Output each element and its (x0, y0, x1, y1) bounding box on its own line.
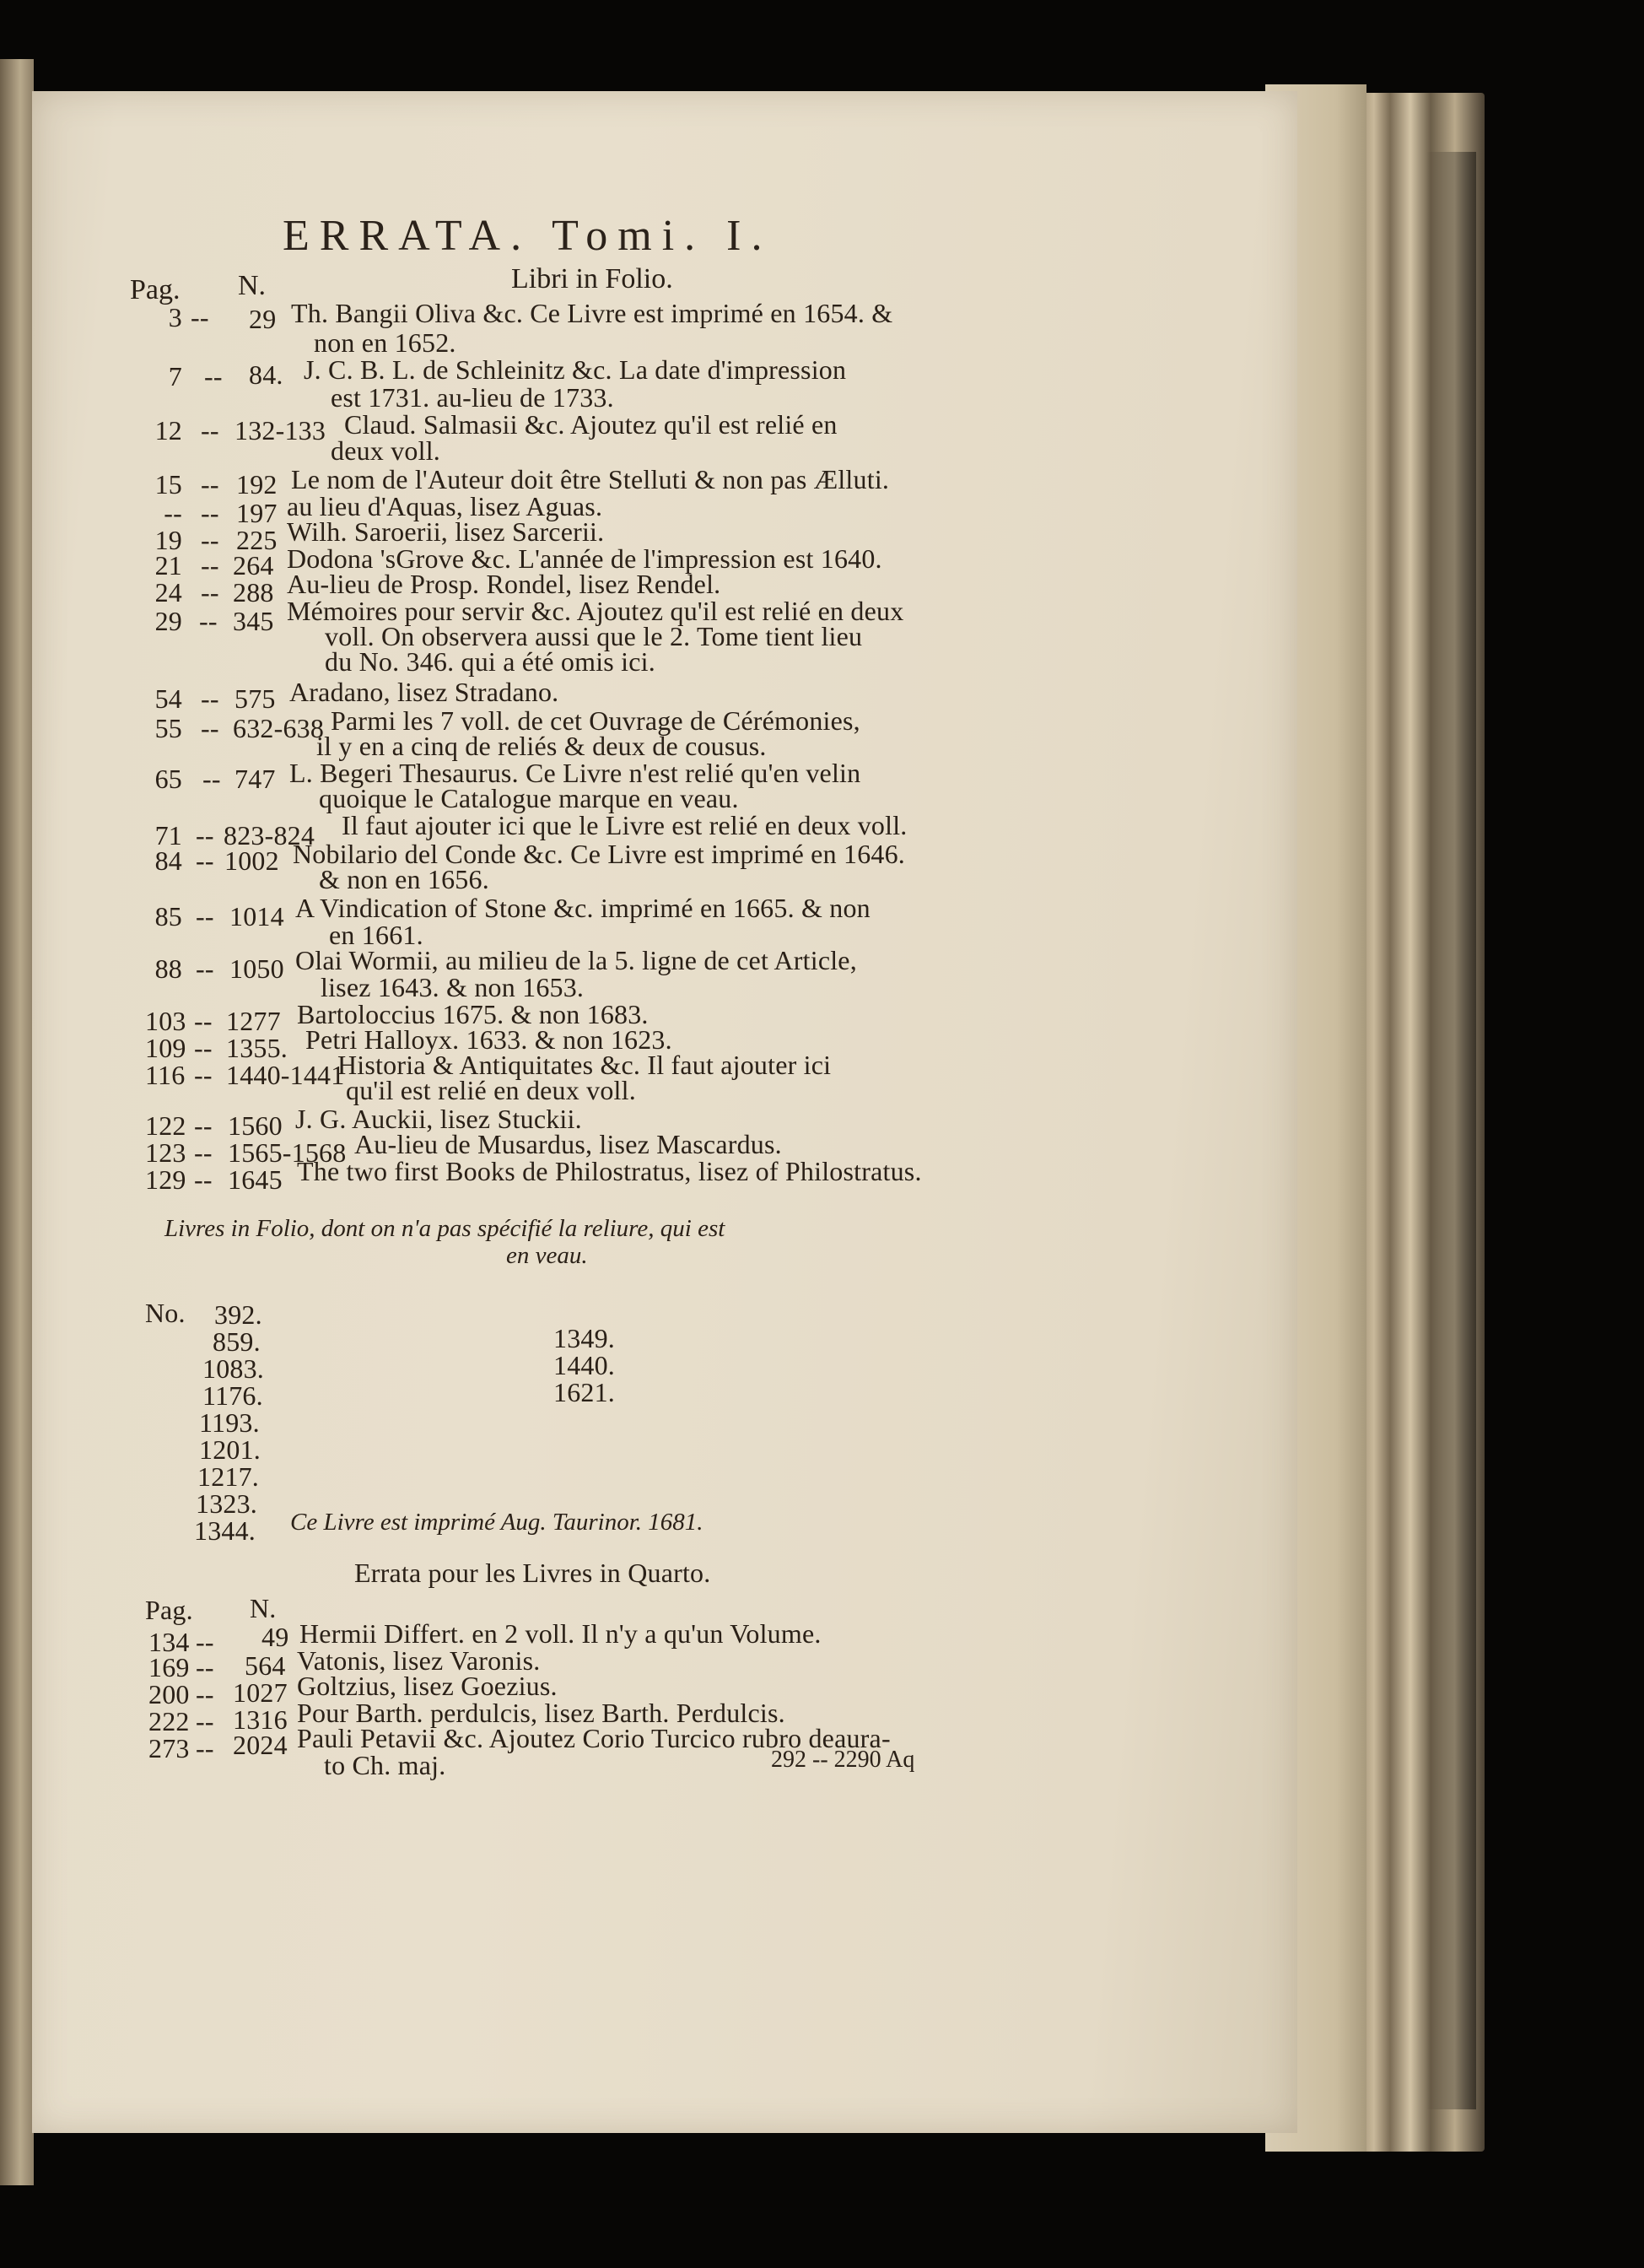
entry-num: 345 (233, 606, 274, 636)
entry-sep: -- (201, 525, 219, 555)
entry-text: du No. 346. qui a été omis ici. (325, 646, 655, 677)
entry-text: Pour Barth. perdulcis, lisez Barth. Perdulcis. (297, 1698, 785, 1728)
entry-text: A Vindication of Stone &c. imprimé en 1665. & non (295, 893, 871, 923)
entry-pag: 169 (148, 1652, 190, 1682)
calf-number: 1193. (199, 1407, 260, 1438)
entry-pag: 12 (154, 415, 182, 446)
entry-num: 1014 (229, 901, 284, 932)
entry-sep: -- (196, 1627, 214, 1657)
entry-num: 1002 (224, 845, 279, 876)
entry-pag: 122 (145, 1110, 186, 1141)
calf-number: 1083. (202, 1353, 264, 1384)
entry-pag: 88 (154, 953, 182, 984)
entry-num: 29 (249, 304, 277, 334)
entry-sep: -- (201, 550, 219, 580)
entry-text: Vatonis, lisez Varonis. (297, 1645, 541, 1676)
calf-heading-cont: en veau. (506, 1242, 588, 1269)
entry-pag: 54 (154, 683, 182, 714)
entry-pag: 55 (154, 713, 182, 743)
entry-text: Il faut ajouter ici que le Livre est relié en deux voll. (342, 810, 908, 840)
entry-num: 49 (261, 1622, 289, 1652)
entry-sep: -- (201, 577, 219, 608)
entry-sep: -- (199, 606, 218, 636)
entry-sep: -- (191, 302, 209, 332)
section-heading-quarto: Errata pour les Livres in Quarto. (354, 1558, 711, 1588)
calf-number: 1201. (199, 1434, 261, 1465)
entry-num: 197 (236, 498, 278, 528)
entry-pag: 65 (154, 764, 182, 794)
entry-text: & non en 1656. (319, 864, 489, 894)
entry-sep: -- (204, 361, 223, 392)
entry-sep: -- (196, 1733, 214, 1763)
entry-pag: 71 (154, 820, 182, 850)
entry-text: Th. Bangii Oliva &c. Ce Livre est imprimé en 1654. & (291, 298, 893, 328)
entry-text: lisez 1643. & non 1653. (321, 972, 585, 1002)
entry-num: 1050 (229, 953, 284, 984)
entry-text: est 1731. au-lieu de 1733. (331, 382, 614, 413)
calf-number: 1349. (553, 1323, 615, 1353)
entry-text: Hermii Differt. en 2 voll. Il n'y a qu'un Volume. (299, 1618, 822, 1649)
entry-num: 1316 (233, 1704, 288, 1735)
entry-text: Bartoloccius 1675. & non 1683. (297, 999, 649, 1029)
entry-text: non en 1652. (314, 327, 456, 358)
entry-num: 1355. (226, 1033, 288, 1063)
entry-text: Historia & Antiquitates &c. Il faut ajouter ici (337, 1050, 832, 1080)
entry-num: 192 (236, 469, 278, 500)
entry-pag: 19 (154, 525, 182, 555)
entry-text: Au-lieu de Musardus, lisez Mascardus. (354, 1129, 782, 1159)
entry-text: il y en a cinq de reliés & deux de cousus. (316, 731, 767, 761)
entry-pag: 200 (148, 1679, 190, 1709)
col-header-pag: Pag. (130, 274, 181, 305)
entry-num: 1027 (233, 1677, 288, 1708)
calf-number: 392. (214, 1299, 262, 1330)
entry-pag: 24 (154, 577, 182, 608)
calf-note: Ce Livre est imprimé Aug. Taurinor. 1681. (290, 1509, 703, 1536)
entry-sep: -- (201, 415, 219, 446)
entry-pag: 134 (148, 1627, 190, 1657)
calf-number: 1440. (553, 1350, 615, 1380)
entry-sep: -- (202, 764, 221, 794)
entry-pag: 273 (148, 1733, 190, 1763)
entry-num: 632-638 (233, 713, 325, 743)
entry-text: qu'il est relié en deux voll. (346, 1075, 636, 1105)
entry-pag: 7 (168, 361, 182, 392)
calf-number: 1344. (194, 1515, 256, 1546)
calf-number: 1621. (553, 1377, 615, 1407)
entry-num: 747 (234, 764, 276, 794)
entry-sep: -- (196, 953, 214, 984)
no-label: No. (145, 1298, 186, 1328)
entry-sep: -- (196, 1679, 214, 1709)
entry-pag: 222 (148, 1706, 190, 1736)
entry-pag: -- (164, 498, 182, 528)
entry-text: Aradano, lisez Stradano. (289, 677, 559, 707)
calf-heading: Livres in Folio, dont on n'a pas spécifié la reliure, qui est (164, 1215, 725, 1242)
entry-pag: 29 (154, 606, 182, 636)
entry-num: 823-824 (224, 820, 315, 850)
entry-num: 2024 (233, 1730, 288, 1760)
entry-sep: -- (201, 469, 219, 500)
col-header-pag: Pag. (145, 1595, 193, 1625)
entry-sep: -- (194, 1164, 213, 1195)
entry-num: 1277 (226, 1006, 281, 1036)
entry-text: Parmi les 7 voll. de cet Ouvrage de Cérémonies, (331, 705, 860, 736)
entry-text: Olai Wormii, au milieu de la 5. ligne de cet Article, (295, 945, 857, 975)
entry-text: Au-lieu de Prosp. Rondel, lisez Rendel. (287, 569, 721, 599)
entry-sep: -- (201, 498, 219, 528)
entry-pag: 116 (145, 1060, 186, 1090)
entry-num: 288 (233, 577, 274, 608)
entry-sep: -- (194, 1110, 213, 1141)
entry-text: L. Begeri Thesaurus. Ce Livre n'est relié qu'en velin (289, 758, 861, 788)
page-title: ERRATA. Tomi. I. (283, 212, 773, 260)
entry-num: 1440-1441 (226, 1060, 345, 1090)
entry-sep: -- (194, 1060, 213, 1090)
entry-text: voll. On observera aussi que le 2. Tome tient lieu (325, 621, 863, 651)
entry-num: 1645 (228, 1164, 283, 1195)
calf-number: 1176. (202, 1380, 263, 1411)
entry-pag: 3 (168, 302, 182, 332)
entry-text: deux voll. (331, 435, 440, 466)
entry-text: Mémoires pour servir &c. Ajoutez qu'il est relié en deux (287, 596, 904, 626)
entry-text: Goltzius, lisez Goezius. (297, 1671, 558, 1701)
entry-num: 132-133 (234, 415, 326, 446)
entry-text: J. G. Auckii, lisez Stuckii. (295, 1104, 582, 1134)
entry-pag: 85 (154, 901, 182, 932)
catchword: 292 -- 2290 Aq (771, 1747, 915, 1773)
entry-text: en 1661. (329, 920, 423, 950)
entry-sep: -- (196, 820, 214, 850)
entry-num: 225 (236, 525, 278, 555)
entry-pag: 15 (154, 469, 182, 500)
entry-num: 1565-1568 (228, 1137, 347, 1168)
entry-text: to Ch. maj. (324, 1750, 446, 1780)
entry-text: Claud. Salmasii &c. Ajoutez qu'il est relié en (344, 409, 838, 440)
entry-num: 84. (249, 359, 283, 390)
entry-sep: -- (201, 683, 219, 714)
entry-text: Petri Halloyx. 1633. & non 1623. (305, 1024, 672, 1055)
entry-sep: -- (196, 845, 214, 876)
entry-pag: 129 (145, 1164, 186, 1195)
entry-num: 1560 (228, 1110, 283, 1141)
entry-num: 575 (234, 683, 276, 714)
entry-sep: -- (194, 1006, 213, 1036)
entry-num: 564 (245, 1650, 286, 1681)
entry-sep: -- (201, 713, 219, 743)
col-header-n: N. (250, 1593, 277, 1623)
entry-sep: -- (196, 1706, 214, 1736)
calf-number: 1217. (197, 1461, 259, 1492)
calf-number: 1323. (196, 1488, 257, 1519)
col-header-n: N. (238, 270, 267, 301)
calf-number: 859. (213, 1326, 261, 1357)
entry-pag: 109 (145, 1033, 186, 1063)
entry-pag: 103 (145, 1006, 186, 1036)
entry-text: Wilh. Saroerii, lisez Sarcerii. (287, 516, 605, 547)
entry-pag: 123 (145, 1137, 186, 1168)
entry-text: au lieu d'Aquas, lisez Aguas. (287, 491, 603, 521)
entry-text: J. C. B. L. de Schleinitz &c. La date d'impression (304, 354, 847, 385)
entry-text: quoique le Catalogue marque en veau. (319, 783, 739, 813)
entry-sep: -- (194, 1033, 213, 1063)
entry-text: Pauli Petavii &c. Ajoutez Corio Turcico rubro deaura- (297, 1723, 891, 1753)
entry-pag: 21 (154, 550, 182, 580)
entry-text: Nobilario del Conde &c. Ce Livre est imprimé en 1646. (293, 839, 905, 869)
entry-text: Dodona 'sGrove &c. L'année de l'impression est 1640. (287, 543, 882, 574)
section-heading-folio: Libri in Folio. (511, 263, 673, 294)
entry-text: Le nom de l'Auteur doit être Stelluti & non pas Ælluti. (291, 464, 890, 494)
entry-text: The two first Books de Philostratus, lisez of Philostratus. (297, 1156, 922, 1186)
entry-sep: -- (196, 901, 214, 932)
entry-pag: 84 (154, 845, 182, 876)
entry-sep: -- (194, 1137, 213, 1168)
entry-sep: -- (196, 1652, 214, 1682)
entry-num: 264 (233, 550, 274, 580)
